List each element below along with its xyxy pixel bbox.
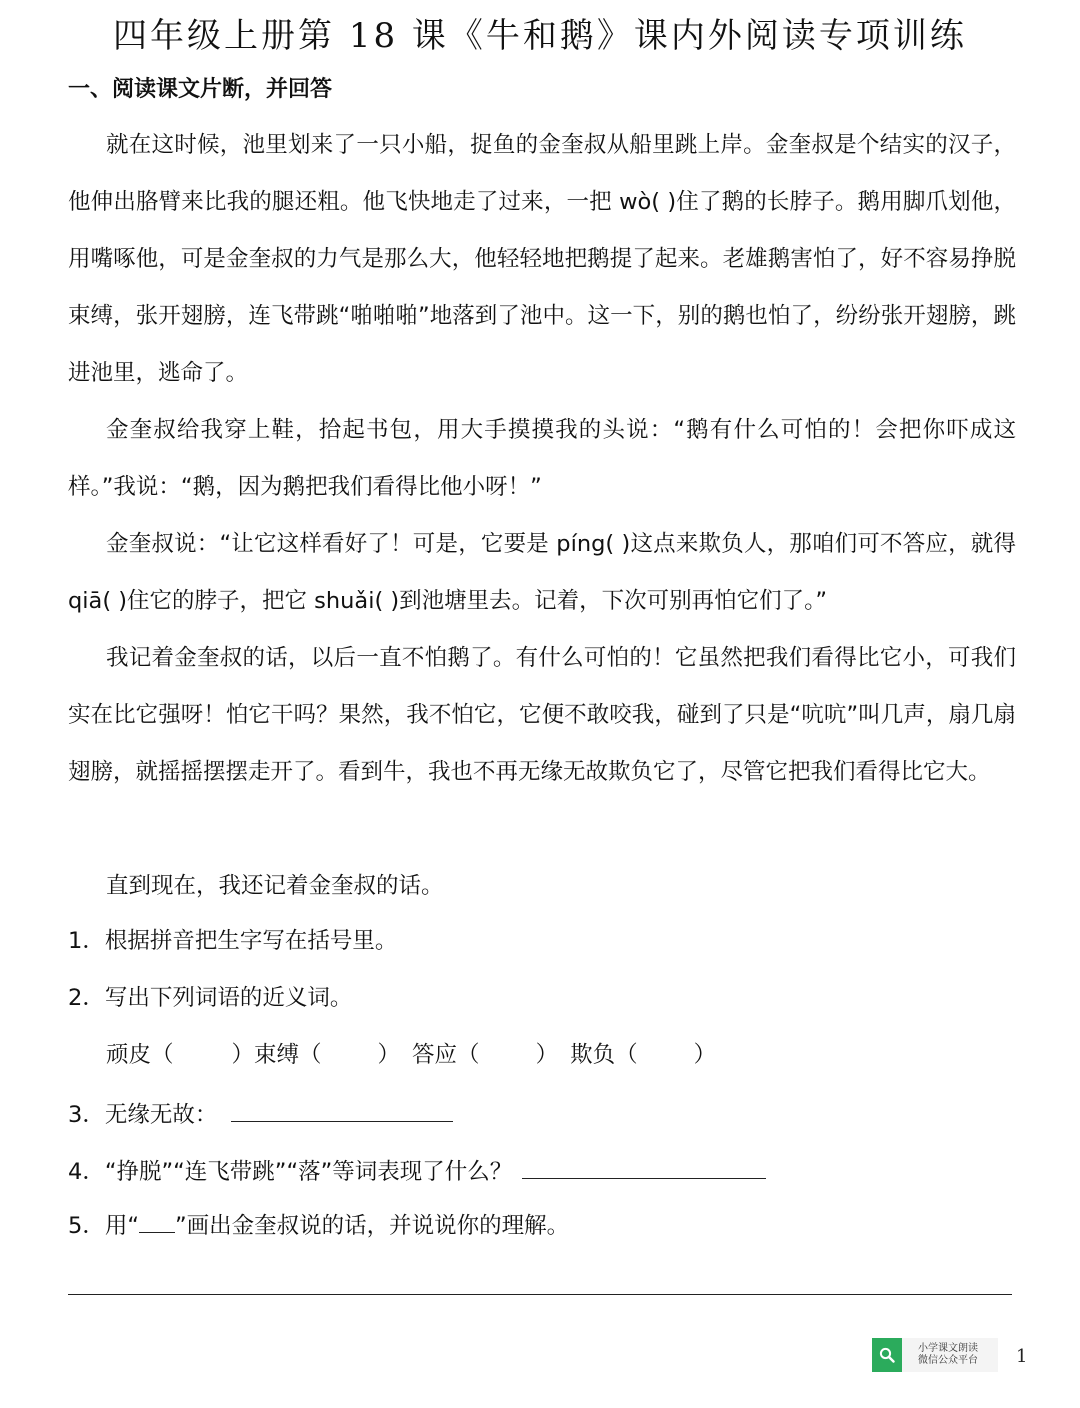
passage-paragraph-4: 我记着金奎叔的话，以后一直不怕鹅了。有什么可怕的！它虽然把我们看得比它小，可我们实在比它强呀！怕它干吗？果然，我不怕它，它便不敢咬我，碰到了只是“吭吭”叫几声，扇几扇翅膀，就摇摇摆摆走开了。看到牛，我也不再无缘无故欺负它了，尽管它把我们看得比它大。 [68, 645, 1016, 785]
page-title: 四年级上册第 18 课《牛和鹅》课内外阅读专项训练 [113, 16, 967, 56]
passage-paragraph-1: 就在这时候，池里划来了一只小船，捉鱼的金奎叔从船里跳上岸。金奎叔是个结实的汉子，他伸出胳臂来比我的腿还粗。他飞快地走了过来，一把 wò( )住了鹅的长脖子。鹅用脚爪划他，用嘴啄他，可是金奎叔的力气是那么大，他轻轻地把鹅提了起来。老雄鹅害怕了，好不容易挣脱束缚，张开翅膀，连飞带跳“啪啪啪”地落到了池中。这一下，别的鹅也怕了，纷纷张开翅膀，跳进池里，逃命了。 [68, 132, 1016, 386]
synonym-word-1: 顽皮（ [106, 1042, 174, 1068]
question-3-label: 3．无缘无故： [68, 1102, 218, 1128]
question-3 [68, 1095, 453, 1132]
synonym-word-3: 答应（ [412, 1042, 480, 1068]
passage-paragraph-3: 金奎叔说：“让它这样看好了！可是，它要是 píng( )这点来欺负人，那咱们可不答应，就得 qiā( )住它的脖子，把它 shuǎi( )到池塘里去。记着，下次可别再怕它们了。” [68, 531, 1016, 614]
synonym-blank-3[interactable] [480, 1038, 536, 1072]
passage-paragraph-2: 金奎叔给我穿上鞋，拾起书包，用大手摸摸我的头说：“鹅有什么可怕的！会把你吓成这样。”我说：“鹅，因为鹅把我们看得比他小呀！” [68, 417, 1016, 500]
question-5-prefix: 5．用“ [68, 1213, 139, 1239]
section-heading: 一、阅读课文片断，并回答 [68, 77, 333, 102]
synonym-close-3: ） [535, 1042, 559, 1068]
badge-line-1: 小学课文朗读 [918, 1343, 978, 1354]
synonym-blank-1[interactable] [174, 1038, 232, 1072]
question-4-label: 4．“挣脱”“连飞带跳”“落”等词表现了什么？ [68, 1159, 513, 1185]
question-3-answer-blank[interactable] [231, 1095, 453, 1122]
question-5 [68, 1209, 569, 1243]
search-icon [872, 1338, 902, 1372]
synonym-word-2: ）束缚（ [231, 1042, 322, 1068]
question-5-answer-line[interactable] [68, 1294, 1012, 1295]
question-5-suffix: ”画出金奎叔说的话，并说说你的理解。 [174, 1213, 570, 1239]
synonym-blank-4[interactable] [638, 1038, 694, 1072]
underline-sample [139, 1210, 175, 1233]
question-2: 2．写出下列词语的近义词。 [68, 985, 353, 1011]
badge-text [902, 1343, 978, 1367]
question-4 [68, 1152, 766, 1189]
synonym-close-2: ） [377, 1042, 401, 1068]
page-number: 1 [1016, 1346, 1028, 1367]
synonym-blank-2[interactable] [322, 1038, 378, 1072]
passage-paragraph-5: 直到现在，我还记着金奎叔的话。 [106, 873, 444, 899]
question-1: 1．根据拼音把生字写在括号里。 [68, 928, 398, 954]
badge-line-2: 微信公众平台 [918, 1355, 978, 1366]
synonym-close-4: ） [693, 1042, 717, 1068]
synonym-word-4: 欺负（ [570, 1042, 638, 1068]
question-4-answer-blank[interactable] [522, 1152, 766, 1179]
wechat-badge [872, 1338, 998, 1372]
synonym-row [106, 1038, 716, 1072]
